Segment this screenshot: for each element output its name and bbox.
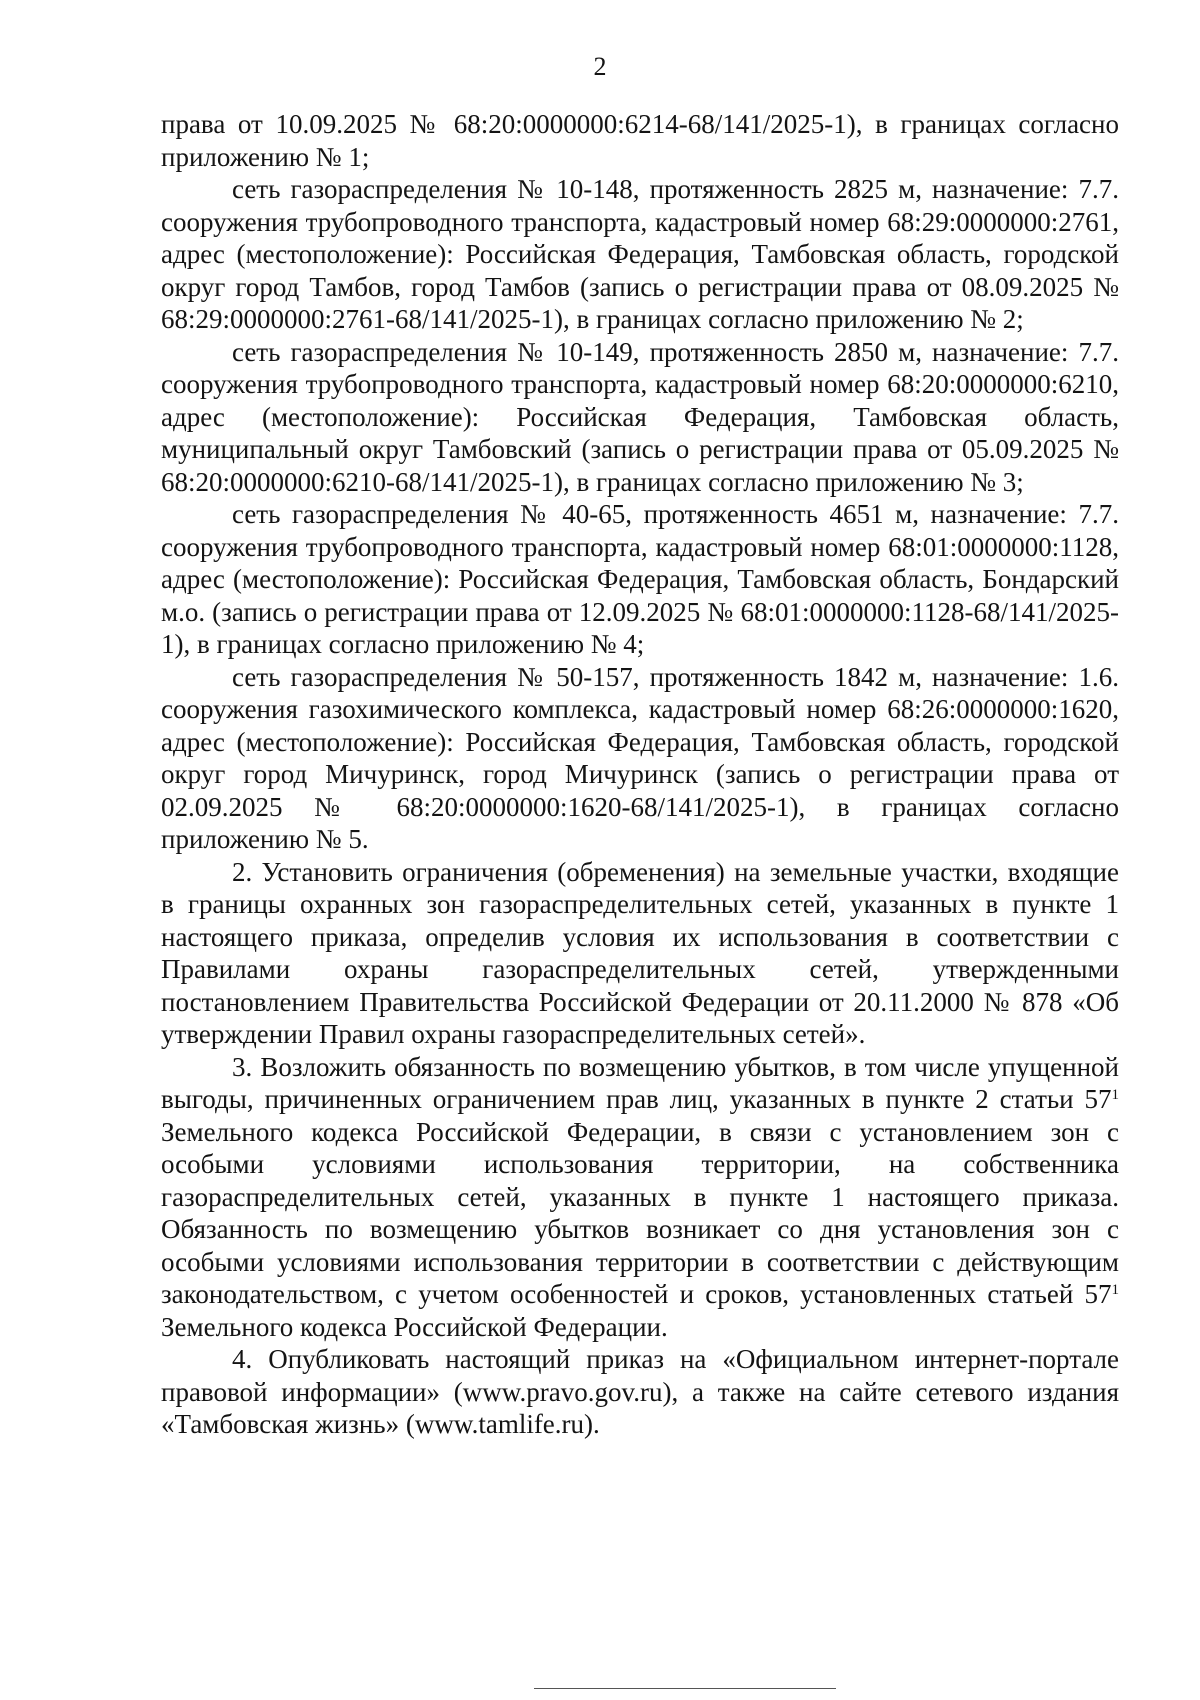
paragraph-item-2-restrictions: 2. Установить ограничения (обременения) на земельные участки, входящие в границы охранных зон газораспределительных сетей, указанных в пункте 1 настоящего приказа, определив условия их использования в соответствии с Правилами охраны газораспределительных сетей, утвержденными постановлением Правительства Российской Федерации от 20.11.2000 № 878 «Об утверждении Правил охраны газораспределительных сетей».	[161, 856, 1119, 1049]
paragraph-item-3-part-b: Земельного кодекса Российской Федерации, в связи с установлением зон с особыми условиями использования территории, на собственника газораспределительных сетей, указанных в пункте 1 настоящего приказа. Обязанность по возмещению убытков возникает со дня установления зон с особыми условиями использования территории в соответствии с действующим законодательством, с учетом особенностей и сроков, установленных статьей 57	[161, 1116, 1119, 1309]
paragraph-continuation: права от 10.09.2025 № 68:20:0000000:6214-68/141/2025-1), в границах согласно приложению № 1;	[161, 109, 1119, 172]
paragraph-item-4-publication: 4. Опубликовать настоящий приказ на «Официальном интернет-портале правовой информации» (www.pravo.gov.ru), а также на сайте сетевого издания «Тамбовская жизнь» (www.tamlife.ru).	[161, 1344, 1119, 1439]
paragraph-item-3-compensation	[161, 1051, 1119, 1344]
paragraph-gas-network-50-157: сеть газораспределения № 50-157, протяженность 1842 м, назначение: 1.6. сооружения газохимического комплекса, кадастровый номер 68:26:0000000:1620, адрес (местоположение): Российская Федерация, Тамбовская область, городской округ город Мичуринск, город Мичуринск (запись о регистрации права от 02.09.2025 № 68:20:0000000:1620-68/141/2025-1), в границах согласно приложению № 5.	[161, 661, 1119, 854]
superscript-article-index: 1	[1111, 1282, 1119, 1298]
page-number: 2	[593, 52, 607, 81]
paragraph-gas-network-10-148: сеть газораспределения № 10-148, протяженность 2825 м, назначение: 7.7. сооружения трубопроводного транспорта, кадастровый номер 68:29:0000000:2761, адрес (местоположение): Российская Федерация, Тамбовская область, городской округ город Тамбов, город Тамбов (запись о регистрации права от 08.09.2025 № 68:29:0000000:2761-68/141/2025-1), в границах согласно приложению № 2;	[161, 174, 1119, 334]
paragraph-item-3-part-c: Земельного кодекса Российской Федерации.	[161, 1311, 668, 1342]
paragraph-item-3-part-a: 3. Возложить обязанность по возмещению убытков, в том числе упущенной выгоды, причиненных ограничением прав лиц, указанных в пункте 2 статьи 57	[161, 1051, 1119, 1114]
document-body	[161, 108, 1119, 1441]
bottom-divider-line	[534, 1688, 836, 1689]
paragraph-gas-network-40-65: сеть газораспределения № 40-65, протяженность 4651 м, назначение: 7.7. сооружения трубопроводного транспорта, кадастровый номер 68:01:0000000:1128, адрес (местоположение): Российская Федерация, Тамбовская область, Бондарский м.о. (запись о регистрации права от 12.09.2025 № 68:01:0000000:1128-68/141/2025-1), в границах согласно приложению № 4;	[161, 499, 1119, 659]
superscript-article-index: 1	[1111, 1087, 1119, 1103]
paragraph-gas-network-10-149: сеть газораспределения № 10-149, протяженность 2850 м, назначение: 7.7. сооружения трубопроводного транспорта, кадастровый номер 68:20:0000000:6210, адрес (местоположение): Российская Федерация, Тамбовская область, муниципальный округ Тамбовский (запись о регистрации права от 05.09.2025 № 68:20:0000000:6210-68/141/2025-1), в границах согласно приложению № 3;	[161, 336, 1119, 497]
